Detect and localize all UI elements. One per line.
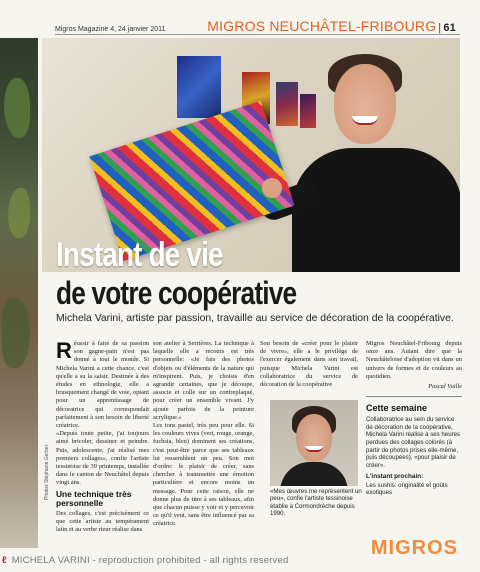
artist-hand [262, 178, 282, 198]
watermark-logo-icon: ℓ [2, 555, 7, 566]
section-header: MIGROS NEUCHÂTEL-FRIBOURG | 61 [207, 18, 456, 34]
copyright-watermark [2, 555, 288, 566]
sidebar-box-title: Cette semaine [366, 403, 428, 414]
publication-date: Migros Magazine 4, 24 janvier 2011 [55, 26, 166, 33]
sidebar-box-text: Collaboratrice au sein du service de décoration de la coopérative, Michela Varini réalise à ses heures perdues des collages colorés (à partir de photos prises elle-même, puis découpées), «pour plaisir de créer». [366, 416, 461, 469]
article-column-1 [56, 340, 149, 534]
watermark-name: MICHELA VARINI [11, 555, 90, 566]
artist-portrait [270, 400, 358, 486]
watermark-text: - reproduction prohibited - all rights reserved [92, 555, 289, 566]
wall-painting-small [300, 94, 316, 128]
artist-face [334, 64, 396, 144]
col1-para2: «Depuis toute petite, j'ai toujours aimé bricoler, dessiner et peindre. Puis, adolescente, j'ai réalisé mes premiers collages», confie l'artiste tessinoise de 39 printemps, installée dans le canton de Neuchâtel depuis vingt ans. [56, 430, 149, 487]
section-region: NEUCHÂTEL-FRIBOURG [269, 18, 437, 34]
artist-body [292, 148, 460, 272]
drop-cap: R [56, 338, 72, 363]
page-number: 61 [443, 22, 456, 34]
section-brand: MIGROS [207, 18, 266, 34]
box-divider [366, 396, 462, 397]
col2-para2: Les tons pastel, très peu pour elle. Si les couleurs vives (vert, rouge, orange, fuchsia, bleu) dominent ses créations, c'est peut-être parce que ses tableaux lui ressemblent un peu. Son mot d'ordre: le plaisir de créer, sans chercher à transmettre une émotion particulière et encore moins un message. Pour cette raison, elle ne donne plus de titre à ses tableaux, afin que chacun puisse y voir et y percevoir ce qu'il veut, sans être influencé par sa créatrice. [153, 422, 254, 528]
next-instant-text: Les sushis: originalité et goûts exotiques [366, 481, 448, 497]
wall-painting-blue [177, 56, 221, 118]
left-edge-photo [0, 38, 38, 548]
subheading: Une technique très personnelle [56, 488, 132, 509]
migros-logo: MIGROS [370, 537, 458, 559]
headline-line1: Instant de vie [56, 236, 223, 274]
header-rule [55, 34, 460, 35]
article-column-2 [153, 340, 254, 529]
lead-paragraph: Michela Varini, artiste par passion, travaille au service de décoration de la coopérative. [56, 313, 454, 324]
next-instant-label: L'instant prochain: [366, 473, 424, 481]
author-signature: Pascal Vuille [428, 383, 462, 391]
col3-para1: Son besoin de «créer pour le plaisir de vivre», elle a le privilège de l'exercer également dans son travail, puisque Michela Varini est collaboratrice du service de décoration de la coopérative [260, 340, 358, 389]
article-column-3 [260, 340, 358, 389]
col1-para3: Des collages, c'est précisément ce que cette artiste au tempérament latin et au verbe rieur réalise dans [56, 509, 149, 534]
photo-credit: Photos Stéphane Gerber [44, 444, 50, 500]
col2-para1: son atelier à Serrières. La technique à laquelle elle a recours est très personnelle: «Je fais des photos d'objets ou d'éléments de la nature qui m'inspirent. Puis, je choisis d'en agrandir certaines, que je découpe, associe et colle sur un contreplaqué, pour créer un ensemble vivant. J'y ajoute parfois de la peinture acrylique.» [153, 340, 254, 421]
headline-line2: de votre coopérative [56, 275, 297, 311]
article-column-4 [366, 340, 462, 497]
col4-para1: Migros Neuchâtel-Fribourg depuis onze ans. Autant dire que la Neuchâteloise d'adoption vit dans un univers de formes et de couleurs au quotidien. [366, 340, 462, 380]
portrait-caption: «Mes œuvres me représentent un peu», confie l'artiste tessinoise établie à Cormondrèche depuis 1990. [270, 488, 362, 518]
wall-painting-mixed [276, 82, 298, 126]
col1-para1: éussir à faire de sa passion son gagne-pain n'est pas donné à tout le monde. Si Michela Varini a cette chance, c'est qu'elle a su la saisir. Destinée à des études en ethnologie, elle a brusquement changé de voie, optant pour un apprentissage de décoratrice qui correspondait parfaitement à son besoin de liberté créatrice. [56, 340, 149, 430]
